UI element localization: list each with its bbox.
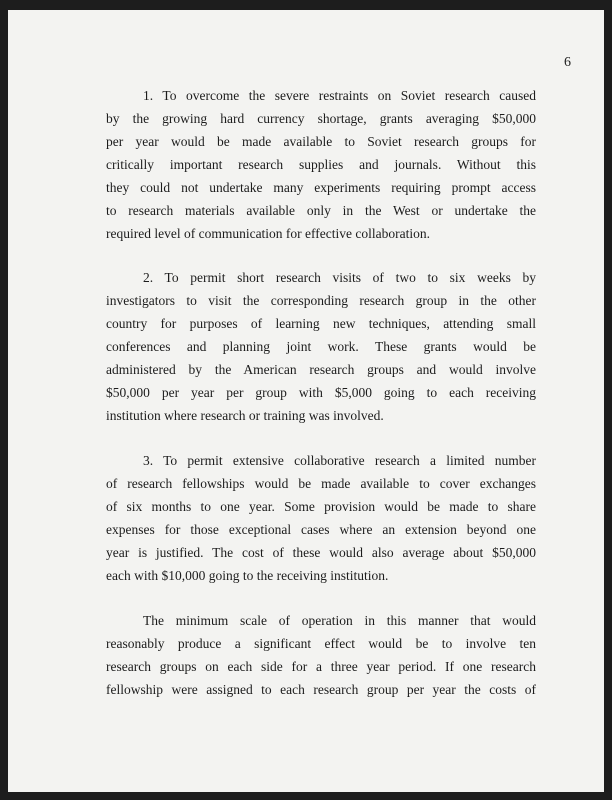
text-line: of six months to one year. Some provision would be made to share <box>106 499 536 514</box>
paragraph-3 <box>106 449 536 587</box>
document-page <box>8 10 604 792</box>
text-line: each with $10,000 going to the receiving institution. <box>106 568 389 583</box>
text-line: research groups on each side for a three year period. If one research <box>106 659 536 674</box>
text-line: The minimum scale of operation in this manner that would <box>143 613 536 628</box>
text-line: they could not undertake many experiments requiring prompt access <box>106 180 536 195</box>
text-line: country for purposes of learning new techniques, attending small <box>106 316 536 331</box>
paragraph-4 <box>106 609 536 701</box>
text-line: required level of communication for effective collaboration. <box>106 226 430 241</box>
paragraph-2 <box>106 266 536 427</box>
text-line: critically important research supplies and journals. Without this <box>106 157 536 172</box>
text-line: expenses for those exceptional cases where an extension beyond one <box>106 522 536 537</box>
text-line: 1. To overcome the severe restraints on Soviet research caused <box>143 88 536 103</box>
text-line: institution where research or training was involved. <box>106 408 384 423</box>
paragraph-1 <box>106 84 536 245</box>
text-line: 2. To permit short research visits of two to six weeks by <box>143 270 536 285</box>
text-line: $50,000 per year per group with $5,000 going to each receiving <box>106 385 536 400</box>
text-line: administered by the American research groups and would involve <box>106 362 536 377</box>
text-line: reasonably produce a significant effect would be to involve ten <box>106 636 536 651</box>
text-line: by the growing hard currency shortage, grants averaging $50,000 <box>106 111 536 126</box>
text-line: fellowship were assigned to each research group per year the costs of <box>106 682 536 697</box>
text-line: of research fellowships would be made available to cover exchanges <box>106 476 536 491</box>
page-number: 6 <box>564 55 571 70</box>
text-line: to research materials available only in the West or undertake the <box>106 203 536 218</box>
text-line: investigators to visit the corresponding research group in the other <box>106 293 536 308</box>
text-line: per year would be made available to Soviet research groups for <box>106 134 536 149</box>
text-line: 3. To permit extensive collaborative research a limited number <box>143 453 536 468</box>
text-line: year is justified. The cost of these would also average about $50,000 <box>106 545 536 560</box>
text-line: conferences and planning joint work. These grants would be <box>106 339 536 354</box>
